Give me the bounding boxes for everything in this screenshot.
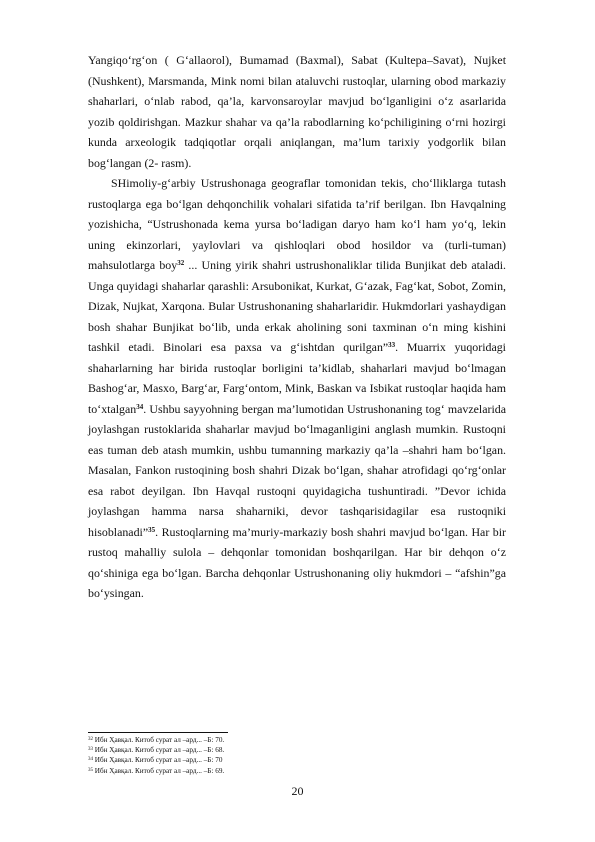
paragraph-text: Yangiqo‘rg‘on ( G‘allaorol), Bumamad (Baxmal), Sabat (Kultepa–Savat), Nujket (Nushkent), Marsmanda, Mink nomi bilan ataluvchi rustoqlar, ularning obod markaziy shaharlari, o‘nlab rabod, qa’la, karvonsaroylar mavjud bo‘lganligini o‘z asarlarida yozib qoldirishgan. Mazkur shahar va qa’la rabodlarning ko‘pchiligining o‘rni hozirgi kunda arxeologik tadqiqotlar orqali aniqlangan, ma’lum tarixiy yodgorlik bilan bog‘langan (2- rasm). [88, 53, 506, 170]
body-text [88, 50, 506, 604]
page-number: 20 [291, 784, 304, 798]
paragraph-text: ... Uning yirik shahri ustrushonaliklar tilida Bunjikat deb ataladi. Unga quyidagi shaharlar qarashli: Arsubonikat, Kurkat, G‘azak, Fag‘kat, Sobot, Zomin, Dizak, Nujkat, Xarqona. Bular Ustrushonaning shaharlaridir. Hukmdorlari yashaydigan bosh shahar Bunjikat bo‘lib, unda erkak aholining soni taxminan o‘n ming kishini tashkil etadi. Binolari esa paxsa va g‘ishtdan qurilgan” [88, 258, 506, 354]
footnote-number: 34 [88, 757, 93, 763]
footnote-reference: 35 [148, 525, 156, 534]
footnote-number: 32 [88, 737, 93, 742]
paragraph-text: . Ushbu sayyohning bergan ma’lumotidan Ustrushonaning tog‘ mavzelarida joylashgan rustoklarida shaharlar mavjud bo‘lmaganligini anglash mumkin. Rustoqni eas tuman deb atash mumkin, ushbu tumanning markaziy qa’la –shahri ham bo‘lgan. Masalan, Fankon rustoqining bosh shahri Dizak bo‘lgan, shahar atrofidagi qo‘rg‘onlar esa rabot deyilgan. Ibn Havqal rustoqni quyidagicha tushuntiradi. ”Devor ichida joylashgan hamma narsa shaharniki, devor tashqarisidagilar esa rustoqniki hisoblanadi” [88, 401, 506, 539]
footnote [88, 766, 506, 776]
footnote-separator [88, 732, 228, 733]
footnote-number: 35 [88, 767, 93, 773]
footnote-text: Ибн Ҳавқал. Китоб сурат ал –ард... –Б: 70. [93, 736, 225, 744]
paragraph-text: SHimoliy-g‘arbiy Ustrushonaga geograflar tomonidan tekis, cho‘lliklarga tutash rustoqlarga ega bo‘lgan dehqonchilik vohalari sifatida ta’rif berilgan. Ibn Havqalning yozishicha, “Ustrushonada kema yursa bo‘ladigan daryo ham ko‘l ham yo‘q, lekin uning ekinzorlari, yaylovlari va qishloqlari obod hosildor va (turli-tuman) mahsulotlarga boy [88, 176, 506, 272]
footnote [88, 755, 506, 765]
footnote-reference: 32 [177, 259, 185, 267]
footnotes [88, 735, 506, 776]
paragraph [88, 50, 506, 173]
footnote-text: Ибн Ҳавқал. Китоб сурат ал –ард... –Б: 69. [93, 766, 225, 775]
footnote-text: Ибн Ҳавқал. Китоб сурат ал –ард... –Б: 70 [93, 756, 223, 765]
footnote-reference: 33 [388, 341, 396, 349]
footnote [88, 735, 506, 745]
footnote-reference: 34 [136, 402, 144, 411]
footnote-number: 33 [88, 747, 93, 753]
paragraph-text: . Rustoqlarning ma’muriy-markaziy bosh shahri mavjud bo‘lgan. Har bir rustoq mahalliy sulola – dehqonlar tomonidan boshqarilgan. Har bir dehqon o‘z qo‘shiniga ega bo‘lgan. Barcha dehqonlar Ustrushonaning oliy hukmdori – “afshin”ga bo‘ysingan. [88, 524, 506, 600]
footnote-text: Ибн Ҳавқал. Китоб сурат ал –ард... –Б: 68. [93, 746, 225, 755]
footnote [88, 745, 506, 755]
paragraph [88, 173, 506, 604]
paragraph-text: . Muarrix yuqoridagi shaharlarning har birida rustoqlar borligini ta’kidlab, shaharlari mavjud bo‘lmagan Bashog‘ar, Masxo, Barg‘ar, Farg‘ontom, Mink, Baskan va Isbikat rustoqlar haqida ham to‘xtalgan [88, 340, 506, 416]
